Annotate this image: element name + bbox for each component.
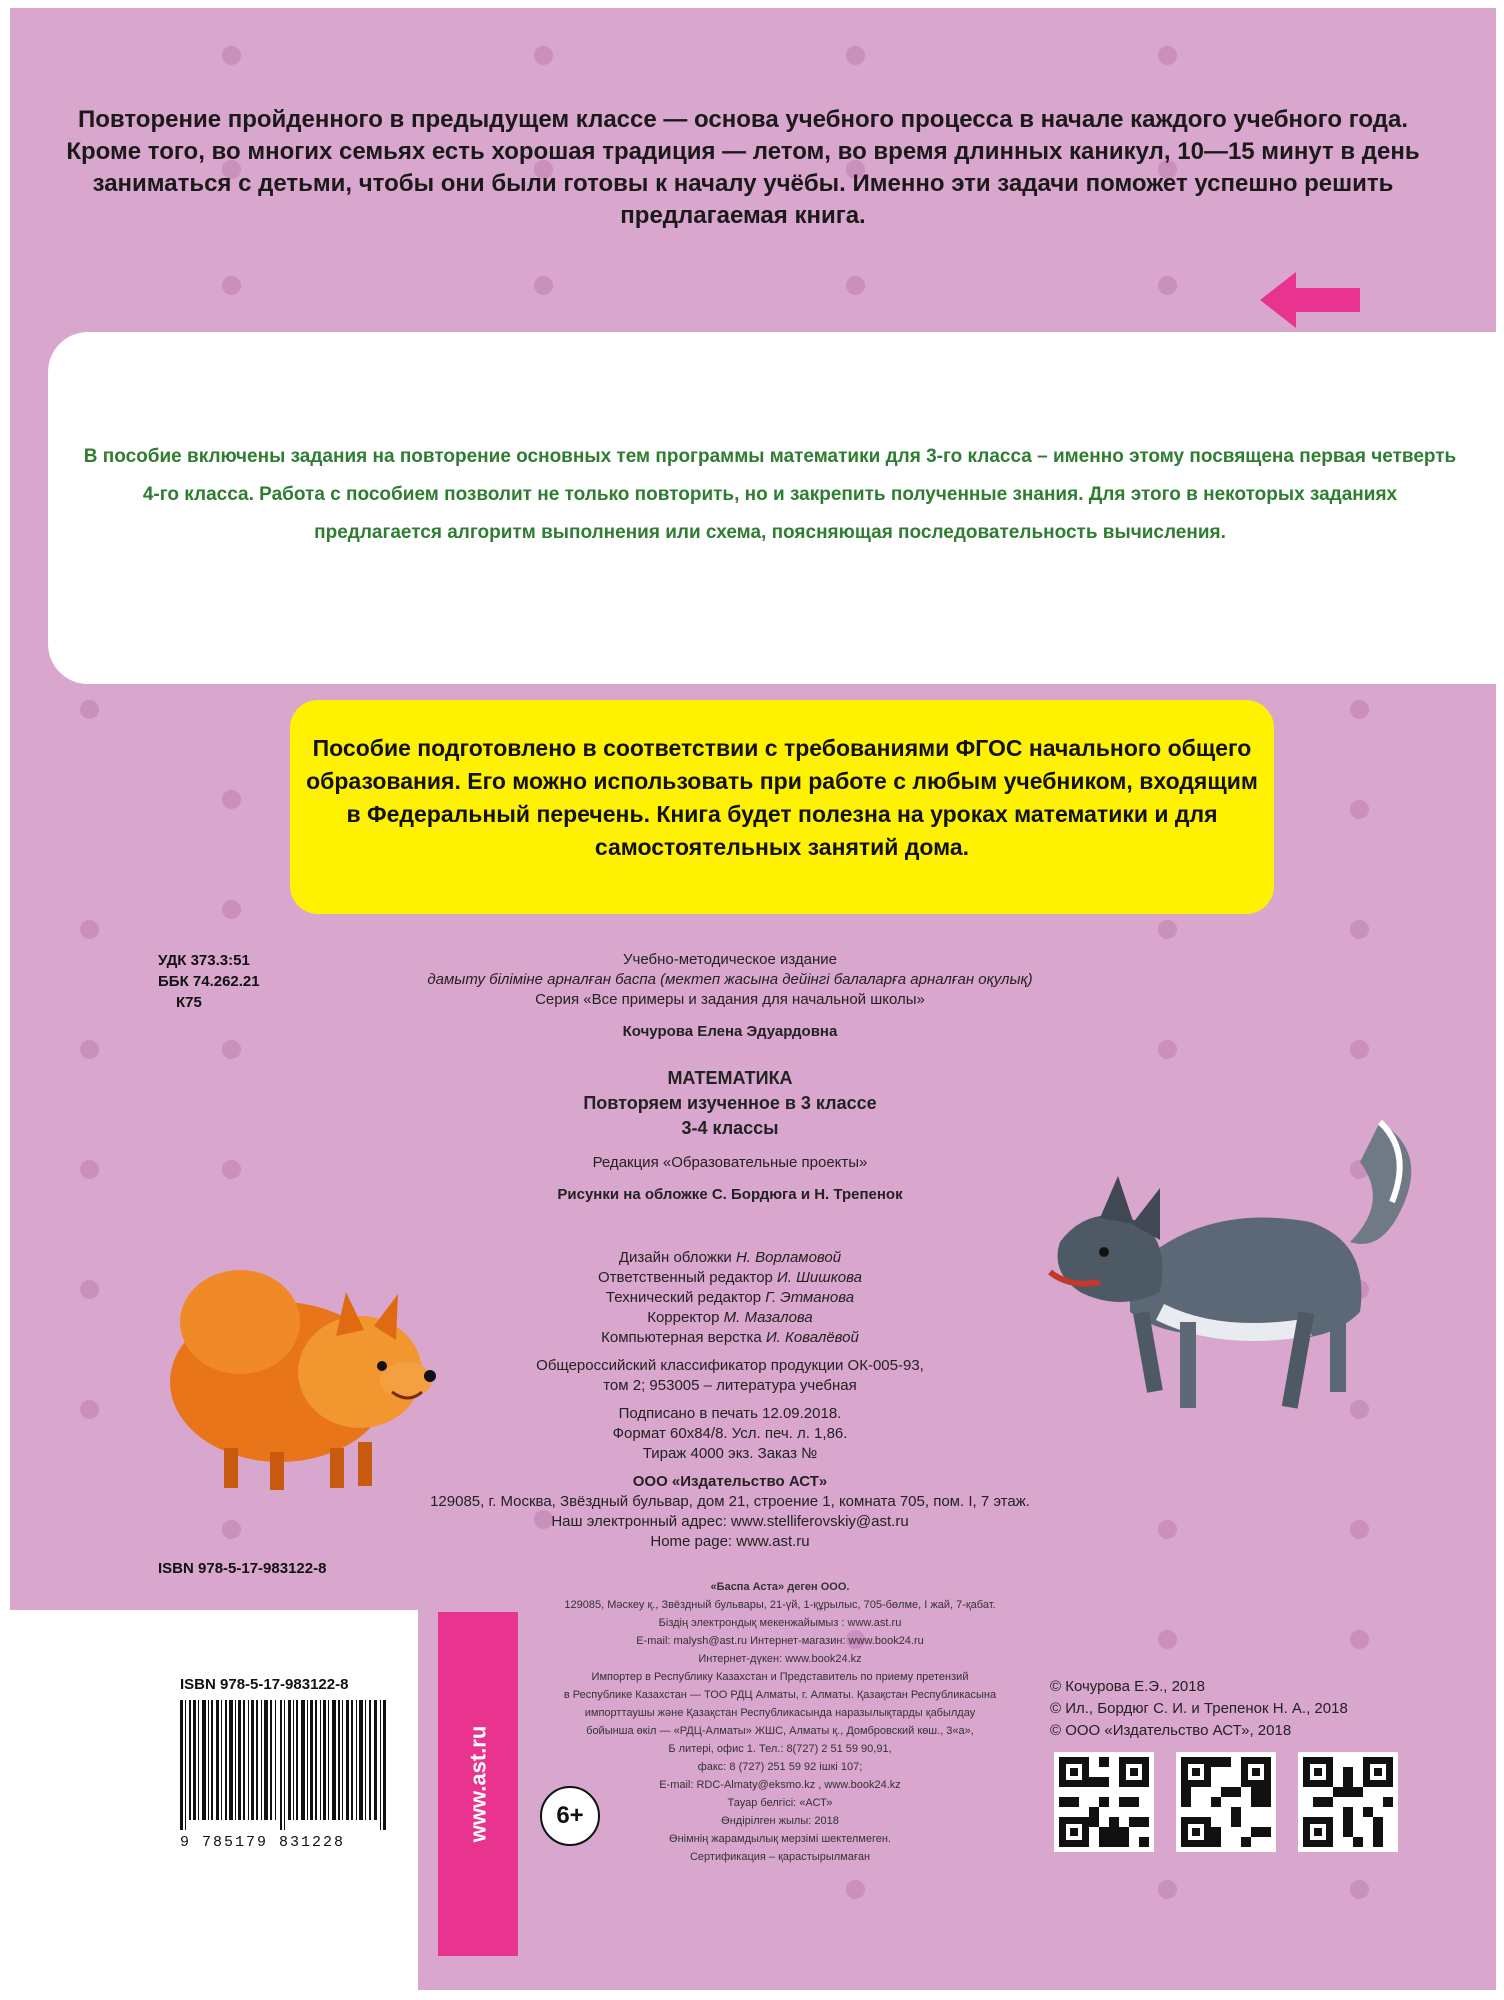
kz-line: бойынша өкіл — «РДЦ-Алматы» ЖШС, Алматы қ., Домбровский көш., 3«а», bbox=[586, 1725, 974, 1737]
qr-code-icon bbox=[1054, 1752, 1154, 1852]
kz-line: Өнімнің жарамдылық мерзімі шектелмеген. bbox=[669, 1833, 891, 1845]
pomeranian-illustration bbox=[160, 1252, 470, 1508]
fgos-text: Пособие подготовлено в соответствии с требованиями ФГОС начального общего образования. Его можно использовать при работе с любым учебником, входящим в Федеральный перечень. Книга будет полезна на уроках математики и для самостоятельных занятий дома. bbox=[306, 735, 1258, 860]
bbk-code: ББК 74.262.21 bbox=[158, 973, 260, 990]
qr-code-icon bbox=[1298, 1752, 1398, 1852]
copyright-illustrators: © Ил., Бордюг С. И. и Трепенок Н. А., 2018 bbox=[1050, 1700, 1348, 1717]
layout-name: И. Ковалёвой bbox=[765, 1329, 859, 1346]
publisher-address: 129085, г. Москва, Звёздный бульвар, дом 21, строение 1, комната 705, пом. I, 7 этаж. bbox=[430, 1493, 1030, 1510]
okp-line-1: Общероссийский классификатор продукции ОК-005-93, bbox=[536, 1357, 924, 1374]
series: Серия «Все примеры и задания для начальной школы» bbox=[535, 991, 925, 1008]
corrector-name: М. Мазалова bbox=[723, 1309, 813, 1326]
corrector-label: Корректор bbox=[647, 1309, 720, 1326]
print-run: Тираж 4000 экз. Заказ № bbox=[642, 1445, 818, 1462]
editor-label: Ответственный редактор bbox=[598, 1269, 773, 1286]
site-label[interactable]: www.ast.ru bbox=[465, 1725, 491, 1843]
arrow-left-icon bbox=[1260, 268, 1360, 332]
book-grades: 3-4 классы bbox=[681, 1118, 779, 1138]
print-date: Подписано в печать 12.09.2018. bbox=[618, 1405, 842, 1422]
isbn-text: ISBN 978-5-17-983122-8 bbox=[158, 1560, 327, 1577]
kz-line: Б литері, офис 1. Тел.: 8(727) 2 51 59 90,91, bbox=[668, 1743, 892, 1755]
copyright-block bbox=[1050, 1676, 1348, 1742]
kz-line: Өндірілген жылы: 2018 bbox=[721, 1815, 839, 1827]
qr-code-icon bbox=[1176, 1752, 1276, 1852]
intro-paragraph: Повторение пройденного в предыдущем классе — основа учебного процесса в начале каждого учебного года. Кроме того, во многих семьях есть хорошая традиция — летом, во время длинных каникул, 10—15 минут в день заниматься с детьми, чтобы они были готовы к началу учёбы. Именно эти задачи поможет успешно решить предлагаемая книга. bbox=[66, 106, 1420, 229]
udk-code: УДК 373.3:51 bbox=[158, 952, 250, 969]
barcode-digits: 9 785179 831228 bbox=[180, 1834, 346, 1851]
kz-line: «Баспа Аста» деген ООО. bbox=[710, 1581, 850, 1593]
book-title: МАТЕМАТИКА bbox=[667, 1068, 793, 1088]
kz-line: в Республике Казахстан — ТОО РДЦ Алматы, г. Алматы. Қазақстан Республикасына bbox=[563, 1689, 997, 1701]
barcode-icon bbox=[180, 1700, 386, 1830]
kz-line: факс: 8 (727) 251 59 92 ішкі 107; bbox=[697, 1761, 863, 1773]
author: Кочурова Елена Эдуардовна bbox=[622, 1023, 838, 1040]
layout-label: Компьютерная верстка bbox=[601, 1329, 762, 1346]
kz-line: импорттаушы және Қазақстан Республикасында наразылықтарды қабылдау bbox=[584, 1707, 976, 1719]
design-label: Дизайн обложки bbox=[618, 1249, 732, 1266]
design-name: Н. Ворламовой bbox=[735, 1249, 842, 1266]
kz-line: E-mail: malysh@ast.ru Интернет-магазин: www.book24.ru bbox=[636, 1635, 924, 1647]
kz-line: Импортер в Республику Казахстан и Представитель по приему претензий bbox=[591, 1671, 969, 1683]
format: Формат 60х84/8. Усл. печ. л. 1,86. bbox=[612, 1425, 848, 1442]
editor-name: И. Шишкова bbox=[777, 1269, 862, 1286]
copyright-publisher: © ООО «Издательство АСТ», 2018 bbox=[1050, 1722, 1292, 1739]
imprint-block bbox=[330, 950, 1130, 1205]
publisher: ООО «Издательство АСТ» bbox=[632, 1473, 828, 1490]
kz-line: 129085, Мәскеу қ., Звёздный бульвары, 21-үй, 1-құрылыс, 705-бөлме, I жай, 7-қабат. bbox=[564, 1599, 996, 1611]
age-rating-badge: 6+ bbox=[540, 1786, 600, 1846]
kz-note: дамыту біліміне арналған баспа (мектеп жасына дейінгі балаларға арналған оқулық) bbox=[427, 971, 1033, 988]
classification-codes bbox=[158, 950, 260, 1013]
illustrations: Рисунки на обложке С. Бордюга и Н. Трепенок bbox=[557, 1186, 903, 1203]
info-band-text: В пособие включены задания на повторение основных тем программы математики для 3-го класса – именно этому посвящена первая четверть 4-го класса. Работа с пособием позволит не только повторить, но и закрепить полученные знания. Для этого в некоторых заданиях предлагается алгоритм выполнения или схема, поясняющая последовательность вычисления. bbox=[83, 446, 1457, 543]
husky-illustration bbox=[1020, 1092, 1430, 1442]
book-subtitle: Повторяем изученное в 3 классе bbox=[583, 1093, 877, 1113]
kz-line: Интернет-дүкен: www.book24.kz bbox=[698, 1653, 862, 1665]
okp-line-2: том 2; 953005 – литература учебная bbox=[603, 1377, 857, 1394]
barcode-isbn: ISBN 978-5-17-983122-8 bbox=[180, 1676, 349, 1693]
author-mark: К75 bbox=[176, 994, 202, 1011]
edition-type: Учебно-методическое издание bbox=[623, 951, 837, 968]
copyright-author: © Кочурова Е.Э., 2018 bbox=[1050, 1678, 1205, 1695]
kz-line: Тауар белгісі: «АСТ» bbox=[727, 1797, 833, 1809]
kz-line: Сертификация – қарастырылмаған bbox=[689, 1851, 871, 1863]
tech-label: Технический редактор bbox=[605, 1289, 762, 1306]
kz-line: E-mail: RDC-Almaty@eksmo.kz , www.book24.kz bbox=[659, 1779, 901, 1791]
kz-line: Біздің электрондық мекенжайымыз : www.ast.ru bbox=[658, 1617, 902, 1629]
tech-name: Г. Этманова bbox=[765, 1289, 855, 1306]
site-label-wrap bbox=[438, 1612, 518, 1956]
editorial: Редакция «Образовательные проекты» bbox=[592, 1154, 868, 1171]
publisher-email: Наш электронный адрес: www.stelliferovskiy@ast.ru bbox=[551, 1513, 909, 1530]
publisher-homepage: Home page: www.ast.ru bbox=[650, 1533, 810, 1550]
